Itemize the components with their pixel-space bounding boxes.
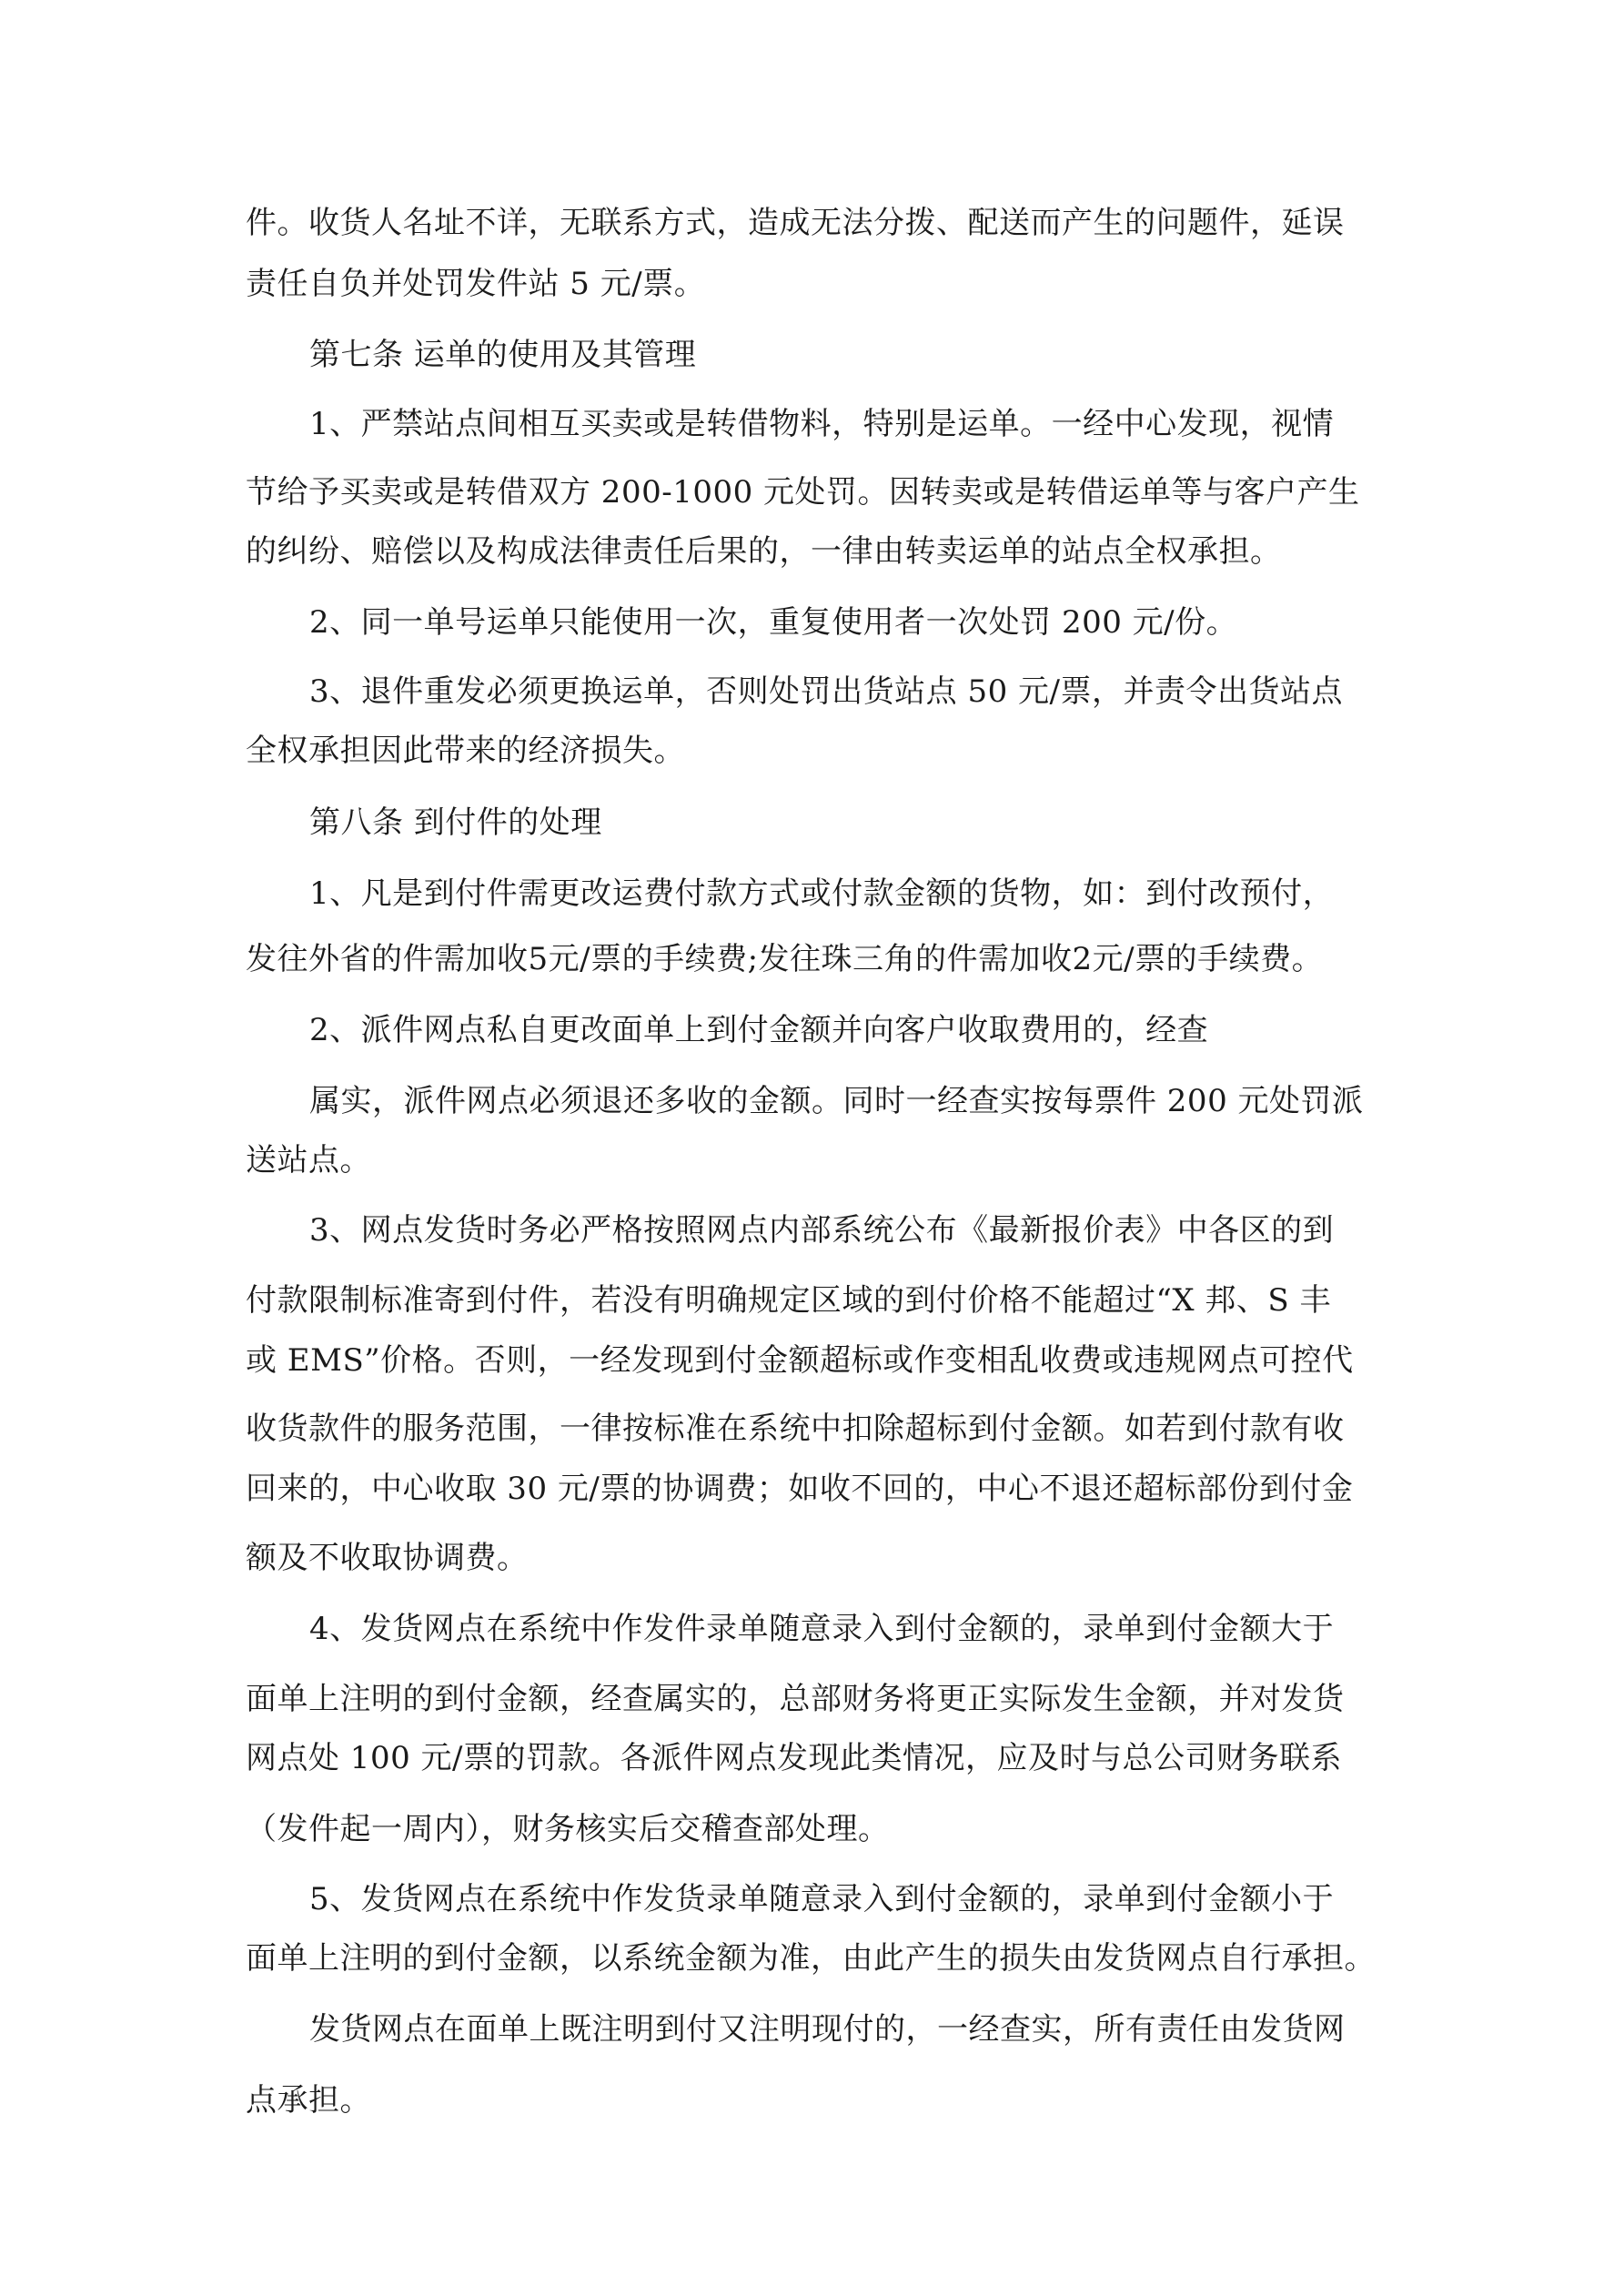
text-line: 面单上注明的到付金额，经查属实的，总部财务将更正实际发生金额，并对发货 <box>246 1681 1345 1717</box>
text-line: （发件起一周内），财务核实后交稽查部处理。 <box>246 1811 890 1847</box>
text-line: 3、网点发货时务必严格按照网点内部系统公布《最新报价表》中各区的到 <box>309 1212 1335 1249</box>
text-line: 发货网点在面单上既注明到付又注明现付的，一经查实，所有责任由发货网 <box>309 2011 1346 2048</box>
text-line: 责任自负并处罚发件站 5 元/票。 <box>246 266 706 302</box>
text-line: 4、发货网点在系统中作发件录单随意录入到付金额的，录单到付金额大于 <box>309 1611 1335 1647</box>
text-line: 网点处 100 元/票的罚款。各派件网点发现此类情况，应及时与总公司财务联系 <box>246 1740 1342 1776</box>
text-line: 1、凡是到付件需更改运费付款方式或付款金额的货物，如：到付改预付， <box>309 875 1335 912</box>
text-line: 面单上注明的到付金额，以系统金额为准，由此产生的损失由发货网点自行承担。 <box>246 1940 1376 1977</box>
text-line: 3、退件重发必须更换运单，否则处罚出货站点 50 元/票，并责令出货站点 <box>309 673 1343 710</box>
text-line: 属实，派件网点必须退还多收的金额。同时一经查实按每票件 200 元处罚派 <box>309 1083 1364 1119</box>
text-line: 或 EMS”价格。否则，一经发现到付金额超标或作变相乱收费或违规网点可控代 <box>246 1342 1354 1379</box>
text-line: 全权承担因此带来的经济损失。 <box>246 733 685 769</box>
text-line: 5、发货网点在系统中作发货录单随意录入到付金额的，录单到付金额小于 <box>309 1881 1335 1917</box>
text-line: 的纠纷、赔偿以及构成法律责任后果的，一律由转卖运单的站点全权承担。 <box>246 533 1282 570</box>
text-line: 回来的，中心收取 30 元/票的协调费；如收不回的，中心不退还超标部份到付金 <box>246 1471 1354 1507</box>
text-line: 收货款件的服务范围，一律按标准在系统中扣除超标到付金额。如若到付款有收 <box>246 1411 1345 1447</box>
text-line: 额及不收取协调费。 <box>246 1540 529 1576</box>
text-line: 1、严禁站点间相互买卖或是转借物料，特别是运单。一经中心发现，视情 <box>309 406 1335 442</box>
text-line: 发往外省的件需加收5元/票的手续费;发往珠三角的件需加收2元/票的手续费。 <box>246 941 1324 977</box>
text-line: 点承担。 <box>246 2082 371 2119</box>
text-line: 付款限制标准寄到付件，若没有明确规定区域的到付价格不能超过“X 邦、S 丰 <box>246 1282 1331 1319</box>
text-line: 件。收货人名址不详，无联系方式，造成无法分拨、配送而产生的问题件，延误 <box>246 205 1345 241</box>
text-line: 送站点。 <box>246 1142 371 1178</box>
text-line: 2、派件网点私自更改面单上到付金额并向客户收取费用的，经查 <box>309 1012 1209 1048</box>
section-heading: 第八条 到付件的处理 <box>309 804 602 841</box>
text-line: 2、同一单号运单只能使用一次，重复使用者一次处罚 200 元/份。 <box>309 604 1238 641</box>
section-heading: 第七条 运单的使用及其管理 <box>309 337 697 373</box>
text-line: 节给予买卖或是转借双方 200-1000 元处罚。因转卖或是转借运单等与客户产生 <box>246 474 1360 511</box>
